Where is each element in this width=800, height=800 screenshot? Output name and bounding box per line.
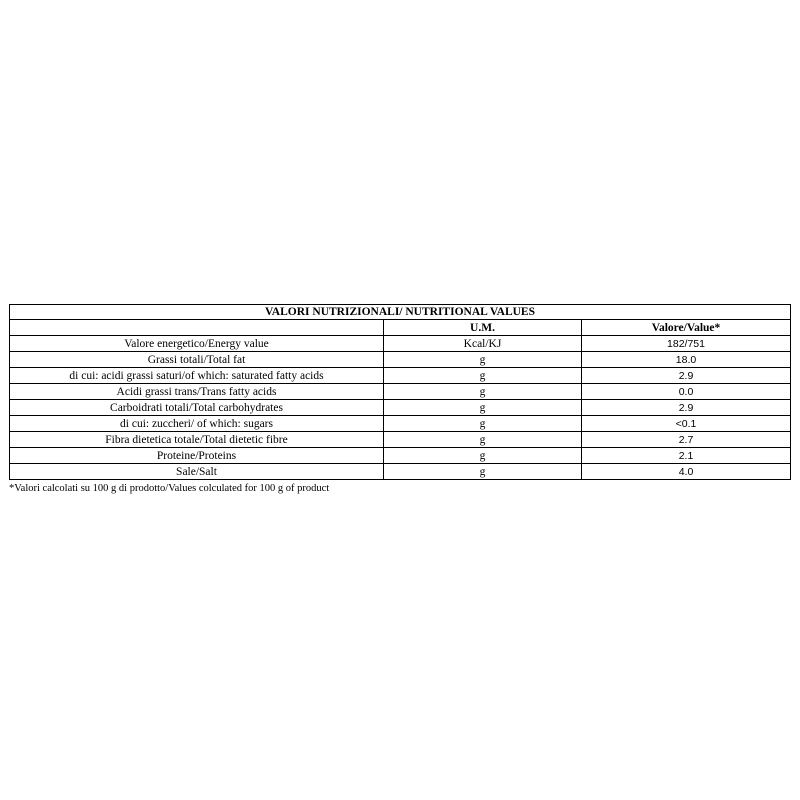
nutrient-unit: g bbox=[384, 352, 582, 368]
nutrient-label: Carboidrati totali/Total carbohydrates bbox=[10, 400, 384, 416]
nutrient-value: 182/751 bbox=[582, 336, 791, 352]
nutrient-label: di cui: zuccheri/ of which: sugars bbox=[10, 416, 384, 432]
nutrition-table bbox=[9, 304, 791, 480]
table-row bbox=[10, 416, 791, 432]
nutrient-unit: g bbox=[384, 416, 582, 432]
table-title: VALORI NUTRIZIONALI/ NUTRITIONAL VALUES bbox=[10, 305, 791, 320]
nutrient-unit: Kcal/KJ bbox=[384, 336, 582, 352]
nutrient-value: 18.0 bbox=[582, 352, 791, 368]
header-nutrient bbox=[10, 320, 384, 336]
nutrient-value: 2.9 bbox=[582, 400, 791, 416]
nutrient-unit: g bbox=[384, 432, 582, 448]
footnote: *Valori calcolati su 100 g di prodotto/Values colculated for 100 g of product bbox=[9, 483, 330, 494]
nutrient-unit: g bbox=[384, 400, 582, 416]
nutrient-label: di cui: acidi grassi saturi/of which: saturated fatty acids bbox=[10, 368, 384, 384]
nutrient-label: Fibra dietetica totale/Total dietetic fibre bbox=[10, 432, 384, 448]
nutrient-unit: g bbox=[384, 448, 582, 464]
nutrient-label: Acidi grassi trans/Trans fatty acids bbox=[10, 384, 384, 400]
nutrient-value: 2.7 bbox=[582, 432, 791, 448]
table-row bbox=[10, 336, 791, 352]
header-value: Valore/Value* bbox=[582, 320, 791, 336]
table-row bbox=[10, 400, 791, 416]
nutrient-value: 4.0 bbox=[582, 464, 791, 480]
table-row bbox=[10, 448, 791, 464]
nutrient-unit: g bbox=[384, 384, 582, 400]
nutrient-value: 0.0 bbox=[582, 384, 791, 400]
nutrition-section bbox=[9, 304, 790, 495]
table-row bbox=[10, 432, 791, 448]
table-title-row bbox=[10, 305, 791, 320]
header-unit: U.M. bbox=[384, 320, 582, 336]
nutrient-label: Sale/Salt bbox=[10, 464, 384, 480]
table-row bbox=[10, 384, 791, 400]
nutrient-unit: g bbox=[384, 464, 582, 480]
nutrient-value: 2.9 bbox=[582, 368, 791, 384]
table-row bbox=[10, 368, 791, 384]
nutrient-label: Proteine/Proteins bbox=[10, 448, 384, 464]
table-row bbox=[10, 464, 791, 480]
nutrient-unit: g bbox=[384, 368, 582, 384]
nutrient-value: 2.1 bbox=[582, 448, 791, 464]
table-row bbox=[10, 352, 791, 368]
table-header-row bbox=[10, 320, 791, 336]
nutrient-label: Grassi totali/Total fat bbox=[10, 352, 384, 368]
nutrient-label: Valore energetico/Energy value bbox=[10, 336, 384, 352]
nutrient-value: <0.1 bbox=[582, 416, 791, 432]
